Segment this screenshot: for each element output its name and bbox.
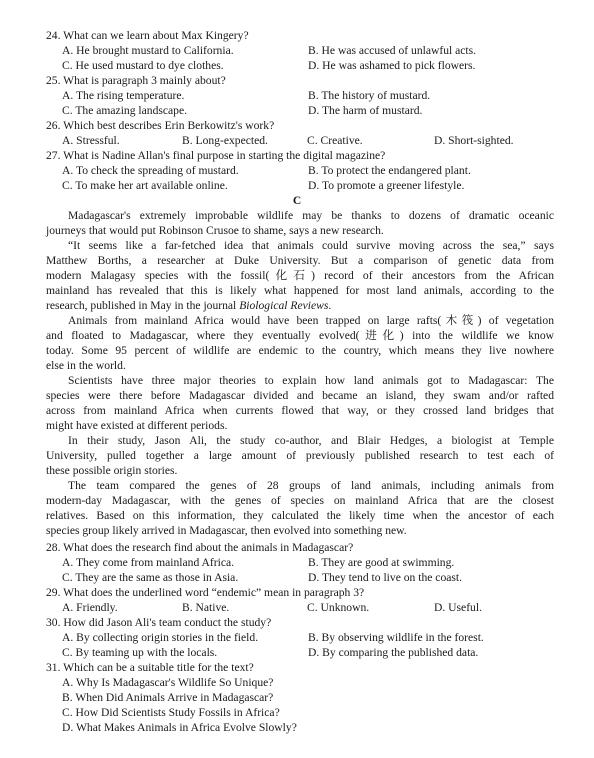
passage-line: else in the world. — [46, 359, 126, 372]
passage-line: species group likely arrived in Madagascar, then evolved into something new. — [46, 524, 407, 537]
question-27-option-c: C. To make her art available online. — [62, 179, 228, 192]
question-30-option-d: D. By comparing the published data. — [308, 646, 479, 659]
question-31-option-c: C. How Did Scientists Study Fossils in Africa? — [62, 706, 280, 719]
section-title: C — [292, 194, 302, 207]
passage-line: journeys that would put Robinson Crusoe to shame, says a new research. — [46, 224, 384, 237]
question-24-stem: 24. What can we learn about Max Kingery? — [46, 29, 249, 42]
passage-line: these possible origin stories. — [46, 464, 178, 477]
question-24-option-d: D. He was ashamed to pick flowers. — [308, 59, 476, 72]
passage-paragraph-5 — [46, 433, 554, 478]
question-31-stem: 31. Which can be a suitable title for the text? — [46, 661, 254, 674]
question-27-option-a: A. To check the spreading of mustard. — [62, 164, 239, 177]
question-24-option-a: A. He brought mustard to California. — [62, 44, 234, 57]
passage-line: and floated to Madagascar, where they eventually evolved(进化) into the wildlife we know — [46, 329, 554, 342]
passage-line: modern-day Madagascar, with the genes of species on mainland Africa that are the closest — [46, 494, 554, 507]
passage-line: Animals from mainland Africa would have been trapped on large rafts(木筏) of vegetation — [68, 314, 554, 327]
passage-line: In their study, Jason Ali, the study co-author, and Blair Hedges, a biologist at Temple — [68, 434, 554, 447]
question-26-option-c: C. Creative. — [307, 134, 363, 147]
passage-line: The team compared the genes of 28 groups of land animals, including animals from — [68, 479, 554, 492]
question-29-option-c: C. Unknown. — [307, 601, 370, 614]
question-27-stem: 27. What is Nadine Allan's final purpose in starting the digital magazine? — [46, 149, 386, 162]
passage-paragraph-6 — [46, 478, 554, 538]
question-30-option-c: C. By teaming up with the locals. — [62, 646, 218, 659]
question-26-option-a: A. Stressful. — [62, 134, 120, 147]
passage-paragraph-3 — [46, 313, 554, 373]
passage-line: “It seems like a far-fetched idea that animals could survive moving across the sea,” says — [68, 239, 554, 252]
passage-line: mainland has revealed that this is likely what happened for most land animals, according to the — [46, 284, 554, 297]
passage-text: research, published in May in the journal — [46, 299, 240, 312]
question-28-option-d: D. They tend to live on the coast. — [308, 571, 463, 584]
passage-line: Madagascar's extremely improbable wildlife may be thanks to dozens of dramatic oceanic — [68, 209, 554, 222]
question-26-option-d: D. Short-sighted. — [434, 134, 514, 147]
passage-text: . — [328, 299, 332, 312]
question-30-option-a: A. By collecting origin stories in the field. — [62, 631, 259, 644]
question-29-option-d: D. Useful. — [434, 601, 482, 614]
question-28-option-a: A. They come from mainland Africa. — [62, 556, 235, 569]
question-30-option-b: B. By observing wildlife in the forest. — [308, 631, 484, 644]
passage-line — [46, 298, 554, 313]
question-27-option-b: B. To protect the endangered plant. — [308, 164, 471, 177]
question-29-stem: 29. What does the underlined word “endemic” mean in paragraph 3? — [46, 586, 365, 599]
passage-line: University, pulled together a large amount of previously published research to test each of — [46, 449, 554, 462]
question-29-option-b: B. Native. — [182, 601, 230, 614]
question-28-option-c: C. They are the same as those in Asia. — [62, 571, 239, 584]
question-28-option-b: B. They are good at swimming. — [308, 556, 455, 569]
passage-paragraph-2 — [46, 238, 554, 313]
passage-line: relatives. Based on this information, they calculated the likely time when the ancestor of each — [46, 509, 554, 522]
passage-line: Matthew Borths, a researcher at Duke University. But a comparison of genetic data from — [46, 254, 554, 267]
question-26-option-b: B. Long-expected. — [182, 134, 268, 147]
question-25-option-a: A. The rising temperature. — [62, 89, 185, 102]
question-30-stem: 30. How did Jason Ali's team conduct the study? — [46, 616, 272, 629]
question-26-stem: 26. Which best describes Erin Berkowitz's work? — [46, 119, 275, 132]
question-31-option-a: A. Why Is Madagascar's Wildlife So Unique? — [62, 676, 274, 689]
passage-paragraph-1 — [46, 208, 554, 238]
passage-line: species were there before Madagascar divided and became an island, they swam and/or rafted — [46, 389, 554, 402]
journal-name: Biological Reviews — [239, 299, 329, 312]
question-25-option-d: D. The harm of mustard. — [308, 104, 423, 117]
question-31-option-d: D. What Makes Animals in Africa Evolve Slowly? — [62, 721, 297, 734]
question-24-option-b: B. He was accused of unlawful acts. — [308, 44, 477, 57]
passage-line: might have existed at different periods. — [46, 419, 228, 432]
question-25-option-c: C. The amazing landscape. — [62, 104, 188, 117]
passage-line: Scientists have three major theories to explain how land animals got to Madagascar: The — [68, 374, 554, 387]
passage-paragraph-4 — [46, 373, 554, 433]
question-25-stem: 25. What is paragraph 3 mainly about? — [46, 74, 226, 87]
passage-line: modern Malagasy species with the fossil(化石) record of their ancestors from the African — [46, 269, 554, 282]
passage-line: today. Some 95 percent of wildlife are endemic to the country, which means they live nowhere — [46, 344, 554, 357]
question-24-option-c: C. He used mustard to dye clothes. — [62, 59, 224, 72]
passage-line: across from mainland Africa when currents flowed that way, or they crossed land bridges that — [46, 404, 554, 417]
question-28-stem: 28. What does the research find about the animals in Madagascar? — [46, 541, 354, 554]
question-27-option-d: D. To promote a greener lifestyle. — [308, 179, 465, 192]
question-31-option-b: B. When Did Animals Arrive in Madagascar? — [62, 691, 274, 704]
question-25-option-b: B. The history of mustard. — [308, 89, 431, 102]
question-29-option-a: A. Friendly. — [62, 601, 118, 614]
